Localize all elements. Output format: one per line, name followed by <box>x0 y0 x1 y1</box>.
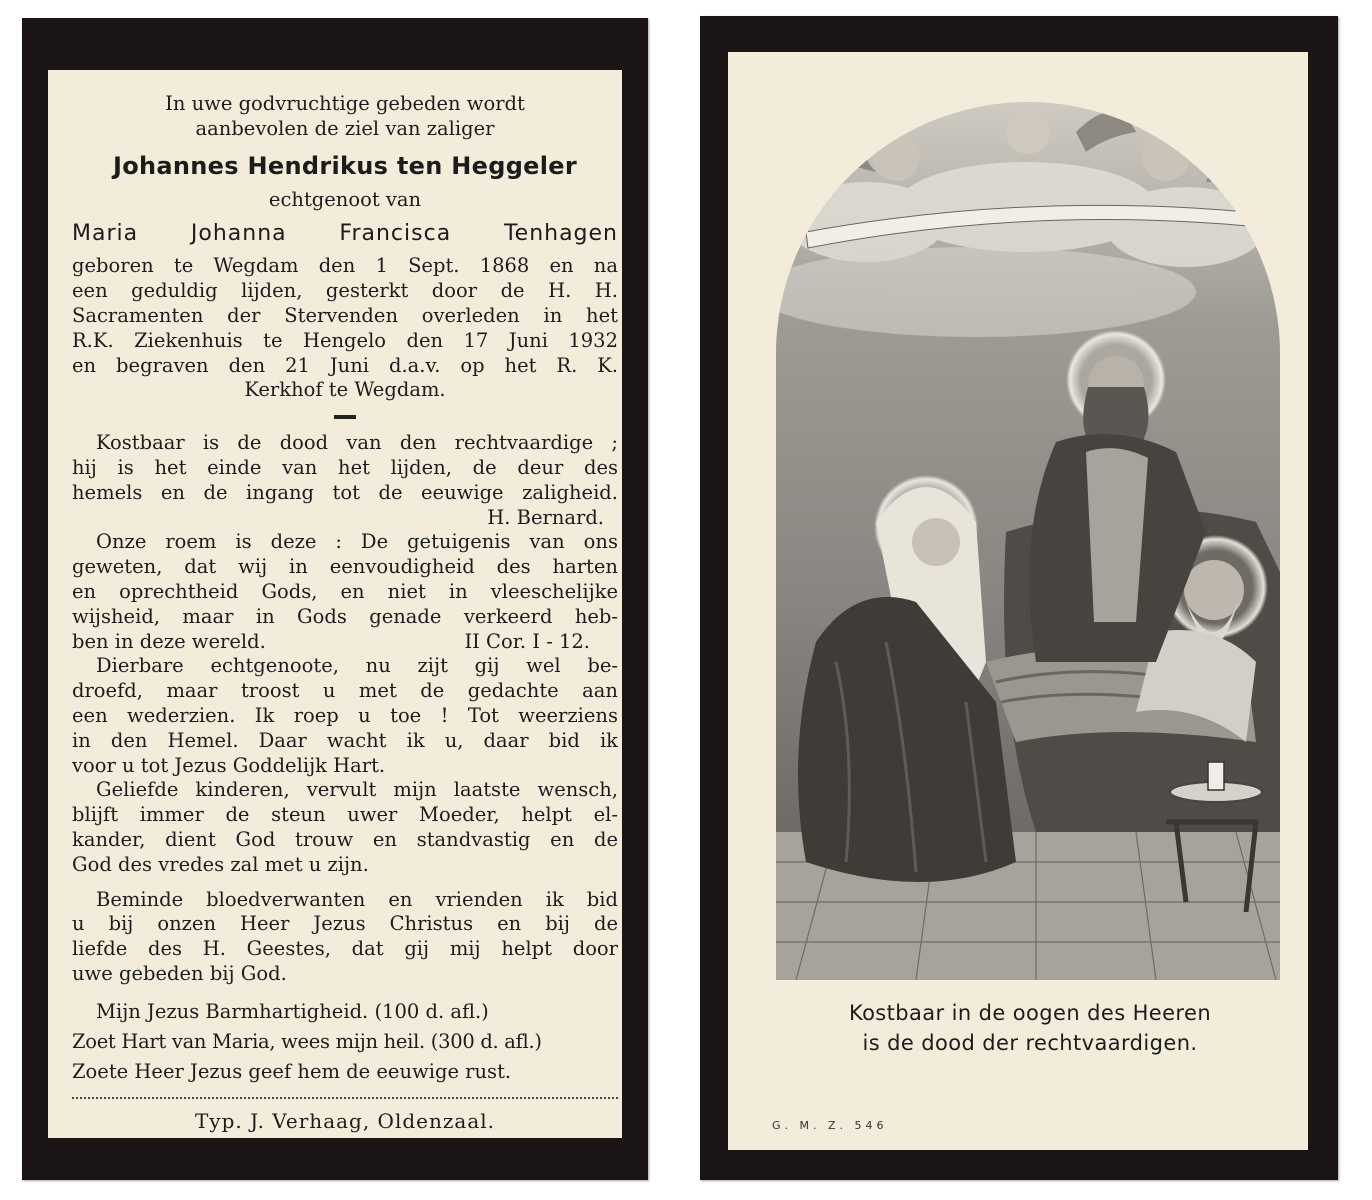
biography-line: Kerkhof te Wegdam. <box>244 378 446 402</box>
printer-credit: Typ. J. Verhaag, Oldenzaal. <box>194 1108 496 1133</box>
biography-line: en begraven den 21 Juni d.a.v. op het R. K. <box>72 353 618 377</box>
relatives-message-line: uwe gebeden bij God. <box>72 961 287 985</box>
biography-line: R.K. Ziekenhuis te Hengelo den 17 Juni 1932 <box>72 328 618 352</box>
cor-quote-line: en oprechtheid Gods, en niet in vleeschelijke <box>72 579 618 603</box>
cor-quote-end: ben in deze wereld. <box>72 629 266 653</box>
deceased-name: Johannes Hendrikus ten Heggeler <box>113 151 577 180</box>
children-message-line: Geliefde kinderen, vervult mijn laatste wensch, <box>96 778 618 802</box>
separator <box>334 415 356 419</box>
wife-message-line: Dierbare echtgenoote, nu zijt gij wel be- <box>96 654 618 678</box>
relatives-message-line: liefde des H. Geestes, dat gij mij helpt door <box>72 937 618 961</box>
bernard-source: H. Bernard. <box>487 505 604 529</box>
catalog-code: G. M. Z. 546 <box>772 1119 888 1132</box>
cor-source: II Cor. I - 12. <box>464 629 590 653</box>
relatives-message-line: Beminde bloedverwanten en vrienden ik bid <box>96 887 618 911</box>
memorial-card-text-side <box>22 18 648 1180</box>
death-of-saint-joseph-image <box>776 102 1280 980</box>
prayer-line: Zoete Heer Jezus geef hem de eeuwige rust. <box>72 1059 512 1083</box>
memorial-card-image-side <box>700 16 1338 1180</box>
spouse-intro: echtgenoot van <box>268 187 422 211</box>
relatives-message-line: u bij onzen Heer Jezus Christus en bij de <box>72 912 618 936</box>
children-message-line: blijft immer de steun uwer Moeder, helpt el- <box>72 803 618 827</box>
wife-message-line: in den Hemel. Daar wacht ik u, daar bid ik <box>72 728 618 752</box>
wife-message-line: voor u tot Jezus Goddelijk Hart. <box>72 753 386 777</box>
picture-caption <box>760 998 1300 1058</box>
bernard-quote-line: hemels en de ingang tot de eeuwige zaligheid. <box>72 480 618 504</box>
biography-line: Sacramenten der Stervenden overleden in het <box>72 303 618 327</box>
cor-quote-line-last <box>72 630 618 655</box>
wife-message-line: een wederzien. Ik roep u toe ! Tot weerziens <box>72 703 618 727</box>
biography-line: geboren te Wegdam den 1 Sept. 1868 en na <box>72 254 618 278</box>
cor-quote-line: geweten, dat wij in eenvoudigheid des harten <box>72 555 618 579</box>
cor-quote-line: wijsheid, maar in Gods genade verkeerd heb- <box>72 604 618 628</box>
wife-message-line: droefd, maar troost u met de gedachte aan <box>72 679 618 703</box>
caption-line: Kostbaar in de oogen des Heeren <box>848 1001 1212 1025</box>
prayer-line: Mijn Jezus Barmhartigheid. (100 d. afl.) <box>96 999 489 1023</box>
children-message-line: kander, dient God trouw en standvastig en de <box>72 827 618 851</box>
intro-line: In uwe godvruchtige gebeden wordt <box>165 92 525 115</box>
biography-line: een geduldig lijden, gesterkt door de H. H. <box>72 279 618 303</box>
caption-line: is de dood der rechtvaardigen. <box>862 1031 1198 1055</box>
dotted-divider <box>72 1097 618 1099</box>
spouse-name: Maria Johanna Francisca Tenhagen <box>72 221 618 247</box>
prayer-line: Zoet Hart van Maria, wees mijn heil. (300 d. afl.) <box>72 1029 542 1053</box>
memorial-text <box>72 92 618 1134</box>
bernard-quote-line: Kostbaar is de dood van den rechtvaardige ; <box>96 431 618 455</box>
devotional-picture <box>776 102 1280 980</box>
bernard-quote-line: hij is het einde van het lijden, de deur des <box>72 455 618 479</box>
cor-quote-line: Onze roem is deze : De getuigenis van ons <box>96 530 618 554</box>
intro-line: aanbevolen de ziel van zaliger <box>195 116 495 140</box>
children-message-line: God des vredes zal met u zijn. <box>72 852 369 876</box>
